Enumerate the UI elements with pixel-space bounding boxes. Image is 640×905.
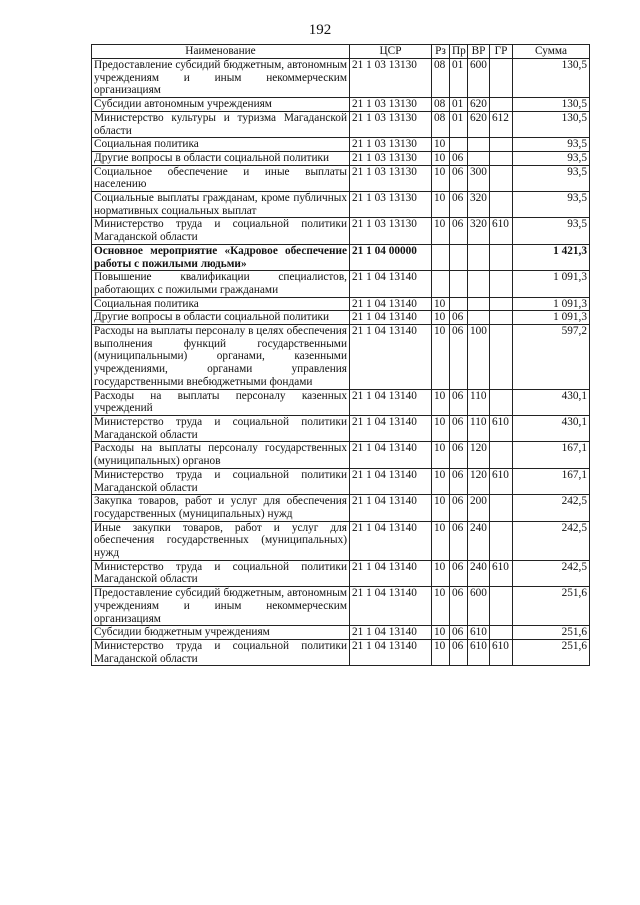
cell-gr bbox=[490, 495, 513, 521]
cell-csr: 21 1 04 13140 bbox=[350, 311, 432, 325]
cell-pr bbox=[450, 297, 468, 311]
table-row bbox=[92, 192, 590, 218]
header-pr: Пр bbox=[450, 45, 468, 59]
cell-rz: 08 bbox=[432, 59, 450, 98]
cell-vr bbox=[468, 151, 490, 165]
cell-name: Министерство труда и социальной политики Магаданской области bbox=[92, 218, 350, 244]
table-row bbox=[92, 218, 590, 244]
cell-pr: 06 bbox=[450, 495, 468, 521]
cell-gr bbox=[490, 59, 513, 98]
cell-vr: 320 bbox=[468, 192, 490, 218]
cell-vr: 620 bbox=[468, 111, 490, 137]
cell-vr: 600 bbox=[468, 59, 490, 98]
cell-gr bbox=[490, 271, 513, 297]
cell-csr: 21 1 04 13140 bbox=[350, 297, 432, 311]
cell-csr: 21 1 04 13140 bbox=[350, 389, 432, 415]
cell-rz: 10 bbox=[432, 639, 450, 665]
cell-rz: 10 bbox=[432, 192, 450, 218]
cell-vr: 610 bbox=[468, 626, 490, 640]
cell-csr: 21 1 04 13140 bbox=[350, 521, 432, 560]
cell-sum: 93,5 bbox=[513, 165, 590, 191]
cell-vr bbox=[468, 311, 490, 325]
cell-pr: 01 bbox=[450, 59, 468, 98]
cell-name: Социальные выплаты гражданам, кроме публичных нормативных социальных выплат bbox=[92, 192, 350, 218]
cell-rz: 10 bbox=[432, 311, 450, 325]
cell-vr: 240 bbox=[468, 560, 490, 586]
cell-gr bbox=[490, 389, 513, 415]
cell-name: Иные закупки товаров, работ и услуг для обеспечения государственных (муниципальных) нужд bbox=[92, 521, 350, 560]
cell-sum: 93,5 bbox=[513, 192, 590, 218]
cell-rz: 08 bbox=[432, 111, 450, 137]
cell-rz: 08 bbox=[432, 98, 450, 112]
cell-gr bbox=[490, 138, 513, 152]
cell-name: Субсидии автономным учреждениям bbox=[92, 98, 350, 112]
table-header-row bbox=[92, 45, 590, 59]
cell-csr: 21 1 04 13140 bbox=[350, 325, 432, 390]
header-sum: Сумма bbox=[513, 45, 590, 59]
cell-csr: 21 1 03 13130 bbox=[350, 151, 432, 165]
table-row bbox=[92, 639, 590, 665]
cell-csr: 21 1 04 13140 bbox=[350, 626, 432, 640]
cell-rz: 10 bbox=[432, 218, 450, 244]
header-csr: ЦСР bbox=[350, 45, 432, 59]
table-row bbox=[92, 560, 590, 586]
table-row bbox=[92, 521, 590, 560]
cell-vr: 610 bbox=[468, 639, 490, 665]
cell-sum: 597,2 bbox=[513, 325, 590, 390]
cell-sum: 242,5 bbox=[513, 495, 590, 521]
cell-rz: 10 bbox=[432, 495, 450, 521]
cell-gr: 610 bbox=[490, 639, 513, 665]
cell-csr: 21 1 04 13140 bbox=[350, 639, 432, 665]
cell-rz: 10 bbox=[432, 151, 450, 165]
cell-gr: 610 bbox=[490, 560, 513, 586]
cell-csr: 21 1 03 13130 bbox=[350, 111, 432, 137]
cell-rz: 10 bbox=[432, 389, 450, 415]
cell-sum: 167,1 bbox=[513, 468, 590, 494]
cell-gr bbox=[490, 165, 513, 191]
cell-pr: 06 bbox=[450, 468, 468, 494]
cell-rz: 10 bbox=[432, 560, 450, 586]
cell-gr bbox=[490, 587, 513, 626]
cell-vr: 100 bbox=[468, 325, 490, 390]
cell-pr: 06 bbox=[450, 311, 468, 325]
table-row bbox=[92, 415, 590, 441]
cell-gr bbox=[490, 297, 513, 311]
cell-gr: 610 bbox=[490, 415, 513, 441]
cell-pr: 06 bbox=[450, 587, 468, 626]
cell-sum: 167,1 bbox=[513, 442, 590, 468]
cell-pr: 06 bbox=[450, 415, 468, 441]
cell-name: Расходы на выплаты персоналу в целях обеспечения выполнения функций государственными (муниципальными) органами, казенными учреждениями, органами управления государственными внебюджетными фондами bbox=[92, 325, 350, 390]
cell-name: Субсидии бюджетным учреждениям bbox=[92, 626, 350, 640]
cell-name: Другие вопросы в области социальной политики bbox=[92, 151, 350, 165]
cell-csr: 21 1 04 13140 bbox=[350, 587, 432, 626]
table-row bbox=[92, 468, 590, 494]
cell-rz: 10 bbox=[432, 587, 450, 626]
cell-sum: 1 421,3 bbox=[513, 244, 590, 270]
cell-pr: 06 bbox=[450, 218, 468, 244]
table-row bbox=[92, 271, 590, 297]
cell-gr bbox=[490, 626, 513, 640]
cell-vr: 120 bbox=[468, 468, 490, 494]
cell-csr: 21 1 03 13130 bbox=[350, 138, 432, 152]
cell-gr bbox=[490, 325, 513, 390]
cell-sum: 93,5 bbox=[513, 138, 590, 152]
cell-vr: 110 bbox=[468, 415, 490, 441]
cell-name: Предоставление субсидий бюджетным, автономным учреждениям и иным некоммерческим организациям bbox=[92, 59, 350, 98]
cell-name: Министерство труда и социальной политики Магаданской области bbox=[92, 560, 350, 586]
cell-csr: 21 1 04 13140 bbox=[350, 442, 432, 468]
cell-name: Министерство труда и социальной политики Магаданской области bbox=[92, 415, 350, 441]
table-row bbox=[92, 111, 590, 137]
table-row bbox=[92, 165, 590, 191]
cell-sum: 130,5 bbox=[513, 59, 590, 98]
cell-name: Другие вопросы в области социальной политики bbox=[92, 311, 350, 325]
cell-name: Закупка товаров, работ и услуг для обеспечения государственных (муниципальных) нужд bbox=[92, 495, 350, 521]
cell-name: Социальная политика bbox=[92, 297, 350, 311]
cell-rz: 10 bbox=[432, 138, 450, 152]
cell-pr: 06 bbox=[450, 325, 468, 390]
page-number: 192 bbox=[308, 22, 332, 38]
cell-pr: 06 bbox=[450, 165, 468, 191]
cell-name: Повышение квалификации специалистов, работающих с пожилыми гражданами bbox=[92, 271, 350, 297]
cell-rz: 10 bbox=[432, 521, 450, 560]
table-row bbox=[92, 151, 590, 165]
header-name: Наименование bbox=[92, 45, 350, 59]
cell-pr: 01 bbox=[450, 111, 468, 137]
cell-pr: 01 bbox=[450, 98, 468, 112]
cell-vr: 120 bbox=[468, 442, 490, 468]
cell-pr: 06 bbox=[450, 389, 468, 415]
cell-rz: 10 bbox=[432, 415, 450, 441]
cell-vr bbox=[468, 244, 490, 270]
cell-sum: 130,5 bbox=[513, 98, 590, 112]
cell-pr: 06 bbox=[450, 560, 468, 586]
cell-pr bbox=[450, 244, 468, 270]
cell-name: Предоставление субсидий бюджетным, автономным учреждениям и иным некоммерческим организациям bbox=[92, 587, 350, 626]
cell-name: Социальное обеспечение и иные выплаты населению bbox=[92, 165, 350, 191]
cell-csr: 21 1 04 13140 bbox=[350, 271, 432, 297]
cell-rz: 10 bbox=[432, 442, 450, 468]
cell-pr: 06 bbox=[450, 192, 468, 218]
cell-vr bbox=[468, 297, 490, 311]
cell-rz: 10 bbox=[432, 297, 450, 311]
cell-sum: 93,5 bbox=[513, 151, 590, 165]
cell-pr bbox=[450, 138, 468, 152]
cell-gr bbox=[490, 442, 513, 468]
cell-name: Социальная политика bbox=[92, 138, 350, 152]
table-row bbox=[92, 389, 590, 415]
cell-csr: 21 1 04 13140 bbox=[350, 415, 432, 441]
cell-pr: 06 bbox=[450, 639, 468, 665]
cell-sum: 430,1 bbox=[513, 415, 590, 441]
cell-sum: 93,5 bbox=[513, 218, 590, 244]
table-row bbox=[92, 325, 590, 390]
cell-csr: 21 1 04 13140 bbox=[350, 495, 432, 521]
cell-gr bbox=[490, 151, 513, 165]
cell-vr: 110 bbox=[468, 389, 490, 415]
cell-gr bbox=[490, 311, 513, 325]
table-row bbox=[92, 59, 590, 98]
cell-rz: 10 bbox=[432, 165, 450, 191]
cell-sum: 251,6 bbox=[513, 587, 590, 626]
cell-name: Расходы на выплаты персоналу казенных учреждений bbox=[92, 389, 350, 415]
cell-sum: 242,5 bbox=[513, 560, 590, 586]
cell-csr: 21 1 03 13130 bbox=[350, 98, 432, 112]
cell-sum: 242,5 bbox=[513, 521, 590, 560]
cell-name: Министерство труда и социальной политики Магаданской области bbox=[92, 468, 350, 494]
cell-vr: 300 bbox=[468, 165, 490, 191]
cell-vr: 620 bbox=[468, 98, 490, 112]
cell-gr: 610 bbox=[490, 468, 513, 494]
cell-name: Основное мероприятие «Кадровое обеспечение работы с пожилыми людьми» bbox=[92, 244, 350, 270]
cell-sum: 430,1 bbox=[513, 389, 590, 415]
cell-sum: 130,5 bbox=[513, 111, 590, 137]
cell-sum: 1 091,3 bbox=[513, 297, 590, 311]
cell-pr bbox=[450, 271, 468, 297]
cell-csr: 21 1 04 13140 bbox=[350, 560, 432, 586]
cell-vr: 600 bbox=[468, 587, 490, 626]
table-row bbox=[92, 587, 590, 626]
cell-gr bbox=[490, 98, 513, 112]
cell-gr bbox=[490, 192, 513, 218]
header-gr: ГР bbox=[490, 45, 513, 59]
cell-pr: 06 bbox=[450, 521, 468, 560]
cell-csr: 21 1 03 13130 bbox=[350, 218, 432, 244]
cell-name: Расходы на выплаты персоналу государственных (муниципальных) органов bbox=[92, 442, 350, 468]
cell-vr: 320 bbox=[468, 218, 490, 244]
cell-csr: 21 1 03 13130 bbox=[350, 59, 432, 98]
table-row bbox=[92, 495, 590, 521]
cell-csr: 21 1 04 13140 bbox=[350, 468, 432, 494]
cell-vr: 200 bbox=[468, 495, 490, 521]
table-row bbox=[92, 297, 590, 311]
cell-rz bbox=[432, 271, 450, 297]
cell-sum: 251,6 bbox=[513, 626, 590, 640]
cell-rz bbox=[432, 244, 450, 270]
table-row bbox=[92, 98, 590, 112]
budget-table bbox=[91, 44, 590, 666]
cell-gr bbox=[490, 521, 513, 560]
cell-vr bbox=[468, 271, 490, 297]
cell-csr: 21 1 03 13130 bbox=[350, 192, 432, 218]
cell-name: Министерство культуры и туризма Магаданской области bbox=[92, 111, 350, 137]
cell-gr bbox=[490, 244, 513, 270]
header-vr: ВР bbox=[468, 45, 490, 59]
cell-name: Министерство труда и социальной политики Магаданской области bbox=[92, 639, 350, 665]
table-row bbox=[92, 138, 590, 152]
table-row bbox=[92, 311, 590, 325]
cell-rz: 10 bbox=[432, 325, 450, 390]
cell-pr: 06 bbox=[450, 626, 468, 640]
cell-vr bbox=[468, 138, 490, 152]
cell-rz: 10 bbox=[432, 626, 450, 640]
cell-csr: 21 1 04 00000 bbox=[350, 244, 432, 270]
cell-gr: 612 bbox=[490, 111, 513, 137]
cell-pr: 06 bbox=[450, 442, 468, 468]
cell-pr: 06 bbox=[450, 151, 468, 165]
cell-rz: 10 bbox=[432, 468, 450, 494]
cell-sum: 251,6 bbox=[513, 639, 590, 665]
header-rz: Рз bbox=[432, 45, 450, 59]
table-row bbox=[92, 244, 590, 270]
table-row bbox=[92, 442, 590, 468]
cell-sum: 1 091,3 bbox=[513, 271, 590, 297]
cell-sum: 1 091,3 bbox=[513, 311, 590, 325]
cell-vr: 240 bbox=[468, 521, 490, 560]
cell-gr: 610 bbox=[490, 218, 513, 244]
cell-csr: 21 1 03 13130 bbox=[350, 165, 432, 191]
table-row bbox=[92, 626, 590, 640]
